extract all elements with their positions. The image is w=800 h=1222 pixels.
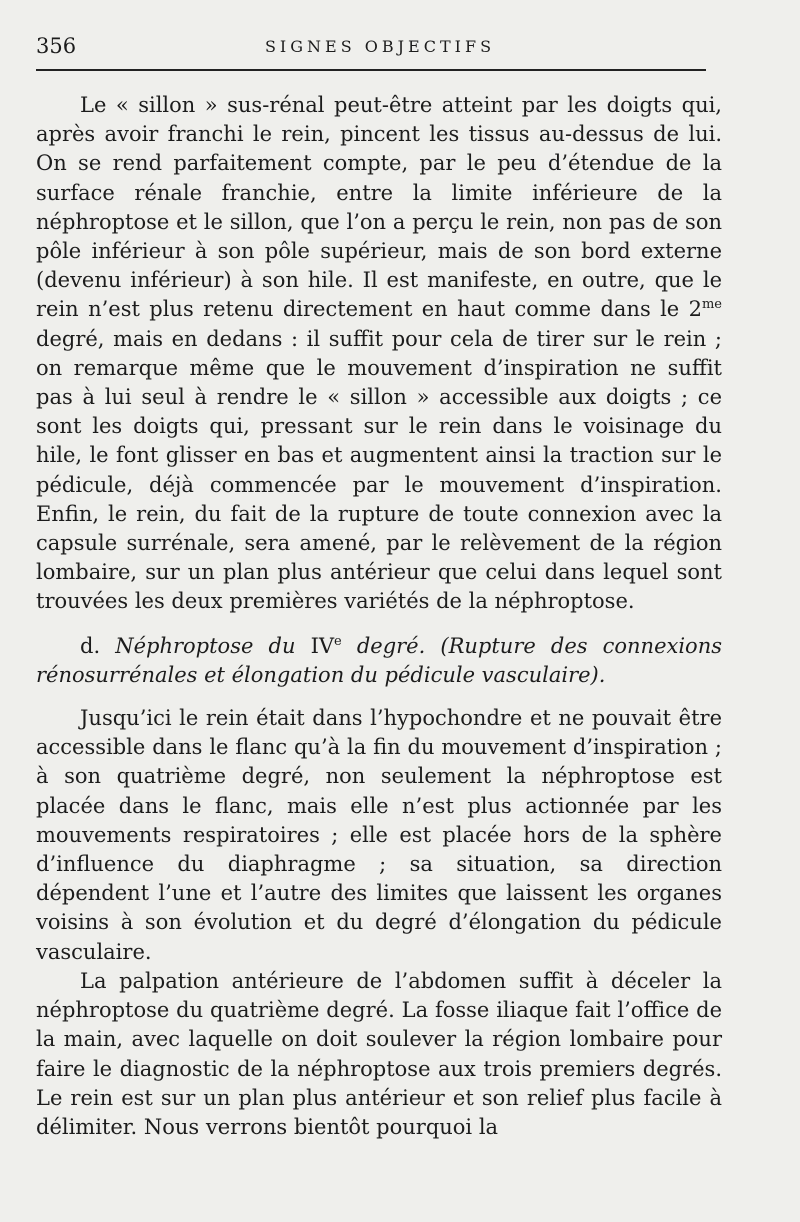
section-roman-numeral: IV	[310, 633, 335, 658]
paragraph-1-text-after: degré, mais en dedans : il suffit pour cela de tirer sur le rein ; on remarque même que le mouvement d’inspiration ne suffit pas à lui seul à rendre le « sillon » accessible aux doigts ; ce sont les doigts qui, pressant sur le rein dans le voisinage du hile, le font glisser en bas et augmentent ainsi la traction sur le pédicule, déjà commencée par le mouvement d’inspiration. Enfin, le rein, du fait de la rupture de toute connexion avec la capsule surrénale, sera amené, par le relèvement de la région lombaire, sur un plan plus antérieur que celui dans lequel sont trouvées les deux premières variétés de la néphroptose.	[36, 326, 722, 614]
running-title: SIGNES OBJECTIFS	[264, 37, 496, 56]
paragraph-2: Jusqu’ici le rein était dans l’hypochondre et ne pouvait être accessible dans le flanc qu’à la fin du mouvement d’inspiration ; à son quatrième degré, non seulement la néphroptose est placée dans le flanc, mais elle n’est plus actionnée par les mouvements respiratoires ; elle est placée hors de la sphère d’influence du diaphragme ; sa situation, sa direction dépendent l’une et l’autre des limites que laissent les organes voisins à son évolution et du degré d’élongation du pédicule vasculaire.	[36, 706, 722, 964]
section-heading	[36, 632, 722, 690]
section-superscript: e	[334, 633, 342, 649]
section-title-part-2: degré. (Rupture des connexions rénosurrénales et élongation du pédicule vasculaire).	[36, 633, 723, 687]
section-title-part-1: Néphroptose du	[115, 633, 311, 658]
paragraph-1-superscript: me	[701, 297, 722, 313]
paragraph-3: La palpation antérieure de l’abdomen suffit à déceler la néphroptose du quatrième degré. La fosse iliaque fait l’office de la main, avec laquelle on doit soulever la région lombaire pour faire le diagnostic de la néphroptose aux trois premiers degrés. Le rein est sur un plan plus antérieur et son relief plus facile à délimiter. Nous verrons bientôt pourquoi la	[36, 968, 722, 1139]
section-label: d.	[80, 633, 116, 658]
paragraph-1	[36, 91, 722, 617]
header-rule	[36, 69, 706, 71]
paragraph-1-text: Le « sillon » sus-rénal peut-être atteint par les doigts qui, après avoir franchi le rein, pincent les tissus au-dessus de lui. On se rend parfaitement compte, par le peu d’étendue de la surface rénale franchie, entre la limite inférieure de la néphroptose et le sillon, que l’on a perçu le rein, non pas de son pôle inférieur à son pôle supérieur, mais de son bord externe (devenu inférieur) à son hile. Il est manifeste, en outre, que le rein n’est plus retenu directement en haut comme dans le 2	[36, 93, 722, 322]
page-header	[36, 34, 706, 66]
body-text	[36, 91, 722, 1142]
page-number: 356	[36, 34, 77, 58]
